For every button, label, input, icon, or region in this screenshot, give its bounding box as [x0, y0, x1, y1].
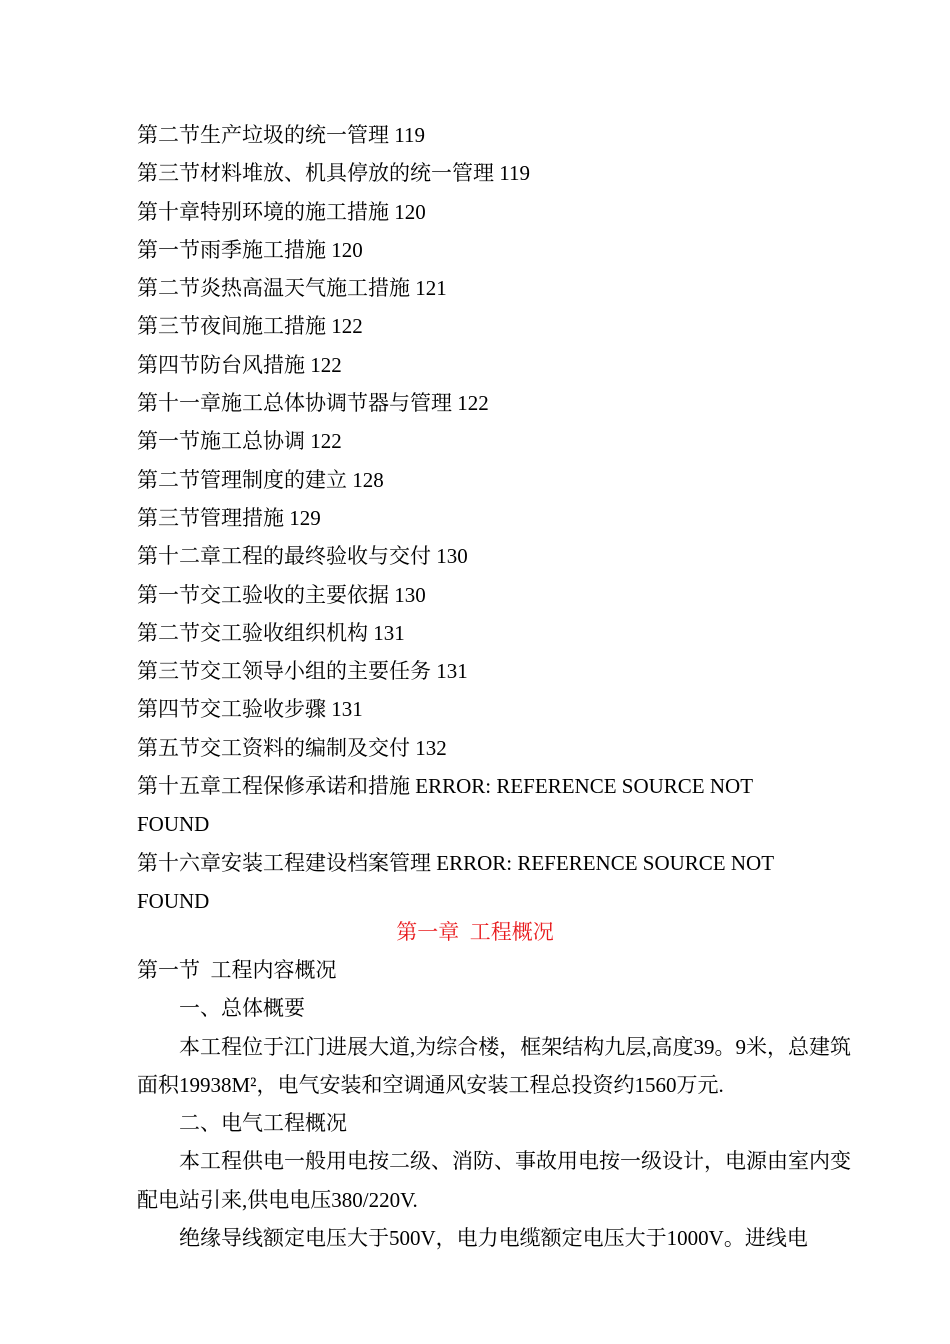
wiring-paragraph: 绝缘导线额定电压大于500V，电力电缆额定电压大于1000V。进线电 — [179, 1226, 808, 1251]
section-title: 第一节 工程内容概况 — [137, 958, 337, 982]
toc-entry[interactable]: 第一节交工验收的主要依据 130 — [137, 582, 426, 607]
toc-entry[interactable]: 第三节夜间施工措施 122 — [137, 314, 363, 339]
toc-entry[interactable]: 第二节炎热高温天气施工措施 121 — [137, 276, 447, 301]
toc-entry[interactable]: 第十五章工程保修承诺和措施 ERROR: REFERENCE SOURCE NOT FOUND — [137, 774, 753, 837]
toc-entry[interactable]: 第三节管理措施 129 — [137, 505, 321, 530]
toc-entry[interactable]: 第十章特别环境的施工措施 120 — [137, 199, 426, 224]
subsection-title-overview: 一、总体概要 — [179, 996, 305, 1021]
toc-entry[interactable]: 第一节施工总协调 122 — [137, 429, 342, 454]
chapter-title: 第一章 工程概况 — [396, 920, 554, 944]
toc-entry[interactable]: 第十一章施工总体协调节器与管理 122 — [137, 391, 489, 416]
table-of-contents — [137, 116, 827, 920]
toc-entry[interactable]: 第五节交工资料的编制及交付 132 — [137, 735, 447, 760]
toc-entry[interactable]: 第十六章安装工程建设档案管理 ERROR: REFERENCE SOURCE NOT FOUND — [137, 850, 774, 913]
toc-entry[interactable]: 第二节生产垃圾的统一管理 119 — [137, 123, 425, 147]
subsection-title-electrical: 二、电气工程概况 — [179, 1111, 347, 1136]
toc-entry[interactable]: 第四节交工验收步骤 131 — [137, 697, 363, 722]
chapter-body — [137, 951, 859, 1257]
electrical-paragraph: 本工程供电一般用电按二级、消防、事故用电按一级设计，电源由室内变配电站引来,供电电压380/220V. — [137, 1149, 851, 1212]
toc-entry[interactable]: 第三节交工领导小组的主要任务 131 — [137, 659, 468, 684]
toc-entry[interactable]: 第二节管理制度的建立 128 — [137, 467, 384, 492]
toc-entry[interactable]: 第三节材料堆放、机具停放的统一管理 119 — [137, 161, 530, 186]
toc-entry[interactable]: 第十二章工程的最终验收与交付 130 — [137, 544, 468, 569]
toc-entry[interactable]: 第四节防台风措施 122 — [137, 352, 342, 377]
toc-entry[interactable]: 第一节雨季施工措施 120 — [137, 237, 363, 262]
overview-paragraph: 本工程位于江门进展大道,为综合楼，框架结构九层,高度39。9米，总建筑面积19938M²，电气安装和空调通风安装工程总投资约1560万元. — [137, 1034, 851, 1097]
toc-entry[interactable]: 第二节交工验收组织机构 131 — [137, 620, 405, 645]
